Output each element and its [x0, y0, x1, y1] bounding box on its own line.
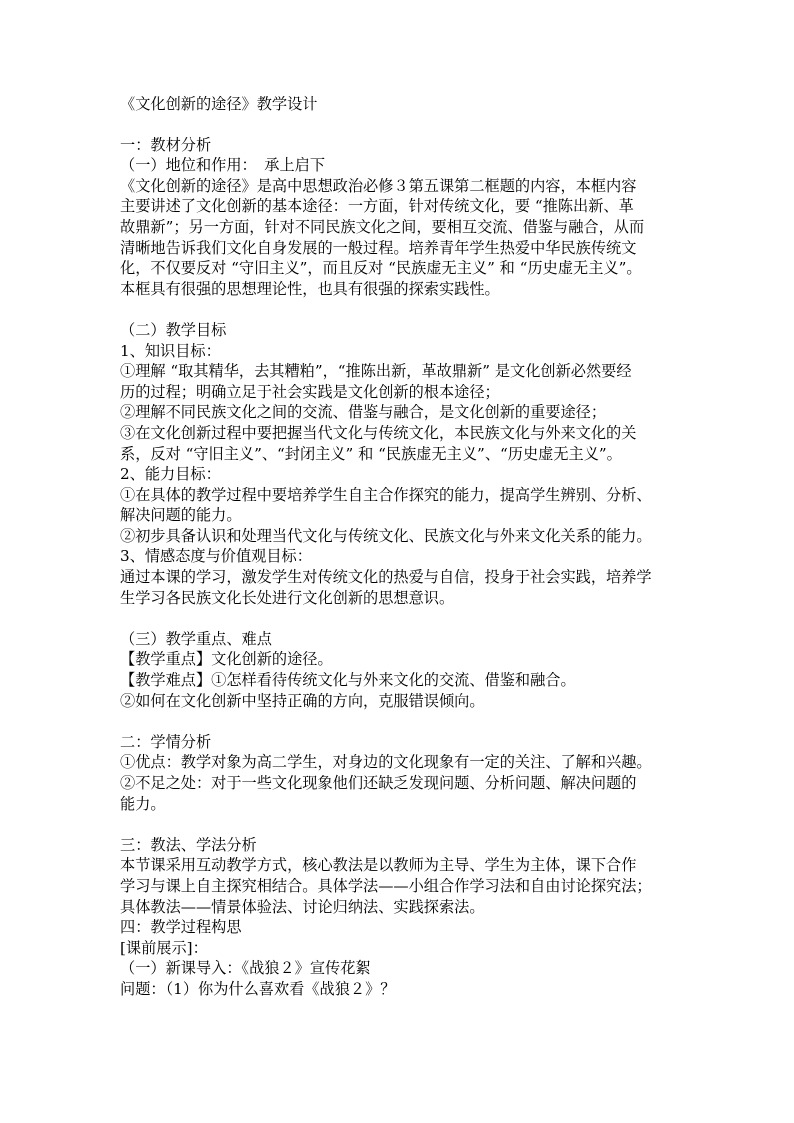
text-line: 【教学难点】①怎样看待传统文化与外来文化的交流、借鉴和融合。: [120, 671, 576, 690]
text-line: ①理解 “取其精华，去其糟粕”，“推陈出新，革故鼎新” 是文化创新必然要经: [120, 362, 632, 381]
text-line: 《文化创新的途径》是高中思想政治必修３第五课第二框题的内容，本框内容: [120, 176, 637, 195]
text-line: 清晰地告诉我们文化自身发展的一般过程。培养青年学生热爱中华民族传统文: [120, 238, 637, 257]
text-line: [课前展示]：: [120, 938, 208, 957]
blank-line: [120, 814, 704, 835]
text-line: 3、情感态度与价值观目标：: [120, 547, 312, 566]
text-line: 二：学情分析: [120, 732, 212, 751]
text-line: 系，反对 “守旧主义”、“封闭主义” 和 “民族虚无主义”、“历史虚无主义”。: [120, 444, 622, 463]
text-line: （一）新课导入：《战狼２》宣传花絮: [120, 959, 371, 978]
text-line: ②理解不同民族文化之间的交流、借鉴与融合，是文化创新的重要途径；: [120, 403, 606, 422]
text-line: ③在文化创新过程中要把握当代文化与传统文化，本民族文化与外来文化的关: [120, 423, 637, 442]
text-line: 三：教法、学法分析: [120, 835, 257, 854]
text-line: 化，不仅要反对 “守旧主义”，而且反对 “民族虚无主义” 和 “历史虚无主义”。: [120, 259, 642, 278]
text-line: 主要讲述了文化创新的基本途径：一方面，针对传统文化，要 “推陈出新、革: [120, 197, 634, 216]
text-line: 本节课采用互动教学方式，核心教法是以教师为主导、学生为主体，课下合作: [120, 856, 637, 875]
blank-line: [120, 711, 704, 732]
text-line: 本框具有很强的思想理论性，也具有很强的探索实践性。: [120, 279, 500, 298]
text-line: ②如何在文化创新中坚持正确的方向，克服错误倾向。: [120, 691, 485, 710]
text-line: ②不足之处：对于一些文化现象他们还缺乏发现问题、分析问题、解决问题的: [120, 774, 637, 792]
text-line: 生学习各民族文化长处进行文化创新的思想意识。: [120, 588, 455, 607]
text-line: （一）地位和作用： 承上启下: [120, 156, 326, 175]
text-line: 【教学重点】文化创新的途径。: [120, 650, 333, 669]
text-line: 故鼎新”；另一方面，针对不同民族文化之间，要相互交流、借鉴与融合，从而: [120, 217, 645, 236]
text-line: ①在具体的教学过程中要培养学生自主合作探究的能力，提高学生辨别、分析、: [120, 485, 652, 504]
text-line: （三）教学重点、难点: [120, 629, 272, 648]
text-line: 通过本课的学习，激发学生对传统文化的热爱与自信，投身于社会实践，培养学: [120, 568, 652, 587]
blank-line: [120, 608, 704, 629]
text-line: （二）教学目标: [120, 320, 227, 339]
document-body: [120, 135, 704, 1000]
text-line: 解决问题的能力。: [120, 506, 242, 525]
text-line: ①优点：教学对象为高二学生，对身边的文化现象有一定的关注、了解和兴趣。: [120, 753, 652, 772]
document-title: 《文化创新的途径》教学设计: [120, 95, 318, 113]
text-line: 四：教学过程构思: [120, 918, 242, 937]
text-line: 2、能力目标：: [120, 465, 221, 484]
text-line: 学习与课上自主探究相结合。具体学法——小组合作学习法和自由讨论探究法；: [120, 876, 652, 895]
text-line: 问题：（1）你为什么喜欢看《战狼２》？: [120, 979, 396, 998]
text-line: 具体教法——情景体验法、讨论归纳法、实践探索法。: [120, 897, 485, 916]
text-line: 历的过程；明确立足于社会实践是文化创新的根本途径；: [120, 382, 500, 401]
text-line: ②初步具备认识和处理当代文化与传统文化、民族文化与外来文化关系的能力。: [120, 526, 652, 545]
text-line: 1、知识目标：: [120, 341, 221, 360]
text-line: 一：教材分析: [120, 135, 212, 154]
text-line: 能力。: [120, 794, 166, 813]
blank-line: [120, 299, 704, 320]
